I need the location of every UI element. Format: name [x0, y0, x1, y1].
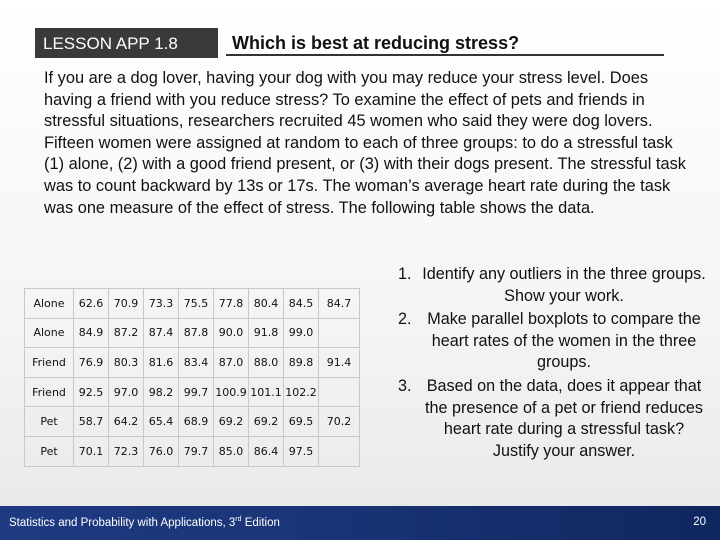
table-row: [25, 407, 360, 437]
table-cell: 84.7: [319, 289, 360, 319]
table-cell: 64.2: [109, 407, 144, 437]
table-cell: 58.7: [74, 407, 109, 437]
table-row: [25, 289, 360, 319]
table-cell: 90.0: [214, 318, 249, 348]
question-item: [388, 264, 706, 307]
heart-rate-table: [24, 288, 360, 467]
lesson-tag: LESSON APP 1.8: [35, 28, 218, 58]
table-cell: 62.6: [74, 289, 109, 319]
table-cell: 75.5: [179, 289, 214, 319]
table-cell: 68.9: [179, 407, 214, 437]
page-number: 20: [693, 516, 706, 528]
question-text: Identify any outliers in the three groups. Show your work.: [422, 265, 706, 305]
table-row: [25, 348, 360, 378]
table-cell: 87.8: [179, 318, 214, 348]
question-list: [388, 264, 706, 464]
intro-paragraph: If you are a dog lover, having your dog with you may reduce your stress level. Does having a friend with you reduce stress? To examine the effect of pets and friends in stressful situations, researchers recruited 45 women who said they were dog lovers. Fifteen women were assigned at random to each of three groups: to do a stressful task (1) alone, (2) with a good friend present, or (3) with their dogs present. The stressful task was to count backward by 13s or 17s. The woman’s average heart rate during the task was one measure of the effect of stress. The following table shows the data.: [44, 69, 686, 217]
table-cell: 92.5: [74, 377, 109, 407]
table-cell: 99.0: [284, 318, 319, 348]
question-text: Based on the data, does it appear that the presence of a pet or friend reduces heart rate during a stressful task? Justify your answer.: [424, 376, 704, 460]
question-item: [388, 309, 706, 374]
footer-title: Statistics and Probability with Applications, 3: [9, 516, 236, 529]
table-cell: 76.9: [74, 348, 109, 378]
row-label: Pet: [25, 436, 74, 466]
footer-citation: [9, 516, 280, 529]
table-cell: 97.0: [109, 377, 144, 407]
table-cell: 91.4: [319, 348, 360, 378]
table-row: [25, 318, 360, 348]
table-cell: [319, 318, 360, 348]
table-cell: 84.9: [74, 318, 109, 348]
table-cell: 85.0: [214, 436, 249, 466]
table-row: [25, 377, 360, 407]
table-cell: 99.7: [179, 377, 214, 407]
header-bar: [0, 28, 720, 58]
table-row: [25, 436, 360, 466]
question-number: 2.: [398, 310, 412, 329]
table-cell: 70.9: [109, 289, 144, 319]
table-cell: 84.5: [284, 289, 319, 319]
table-cell: 80.3: [109, 348, 144, 378]
table-cell: 81.6: [144, 348, 179, 378]
question-text: Make parallel boxplots to compare the heart rates of the women in the three groups.: [427, 310, 701, 372]
slide-title: Which is best at reducing stress?: [226, 28, 664, 56]
footer-bar: [0, 506, 720, 540]
footer-edition: Edition: [241, 516, 280, 529]
table-cell: 88.0: [249, 348, 284, 378]
table-cell: 69.2: [249, 407, 284, 437]
table-cell: 70.1: [74, 436, 109, 466]
question-item: [388, 376, 706, 462]
table-cell: 69.5: [284, 407, 319, 437]
row-label: Alone: [25, 289, 74, 319]
footer-superscript: rd: [235, 516, 242, 523]
question-number: 3.: [398, 376, 412, 395]
table-cell: 102.2: [284, 377, 319, 407]
table-cell: 100.9: [214, 377, 249, 407]
table-cell: 86.4: [249, 436, 284, 466]
table-cell: [319, 377, 360, 407]
table-cell: 91.8: [249, 318, 284, 348]
table-cell: 69.2: [214, 407, 249, 437]
table-cell: 87.0: [214, 348, 249, 378]
table-cell: [319, 436, 360, 466]
table-cell: 80.4: [249, 289, 284, 319]
table-cell: 87.2: [109, 318, 144, 348]
question-number: 1.: [398, 265, 412, 283]
row-label: Friend: [25, 377, 74, 407]
table-cell: 65.4: [144, 407, 179, 437]
row-label: Pet: [25, 407, 74, 437]
table-cell: 70.2: [319, 407, 360, 437]
row-label: Friend: [25, 348, 74, 378]
table-cell: 83.4: [179, 348, 214, 378]
table-cell: 98.2: [144, 377, 179, 407]
table-cell: 77.8: [214, 289, 249, 319]
row-label: Alone: [25, 318, 74, 348]
table-cell: 89.8: [284, 348, 319, 378]
table-cell: 76.0: [144, 436, 179, 466]
table-cell: 87.4: [144, 318, 179, 348]
table-cell: 73.3: [144, 289, 179, 319]
table-cell: 101.1: [249, 377, 284, 407]
table-cell: 97.5: [284, 436, 319, 466]
table-cell: 79.7: [179, 436, 214, 466]
table-cell: 72.3: [109, 436, 144, 466]
